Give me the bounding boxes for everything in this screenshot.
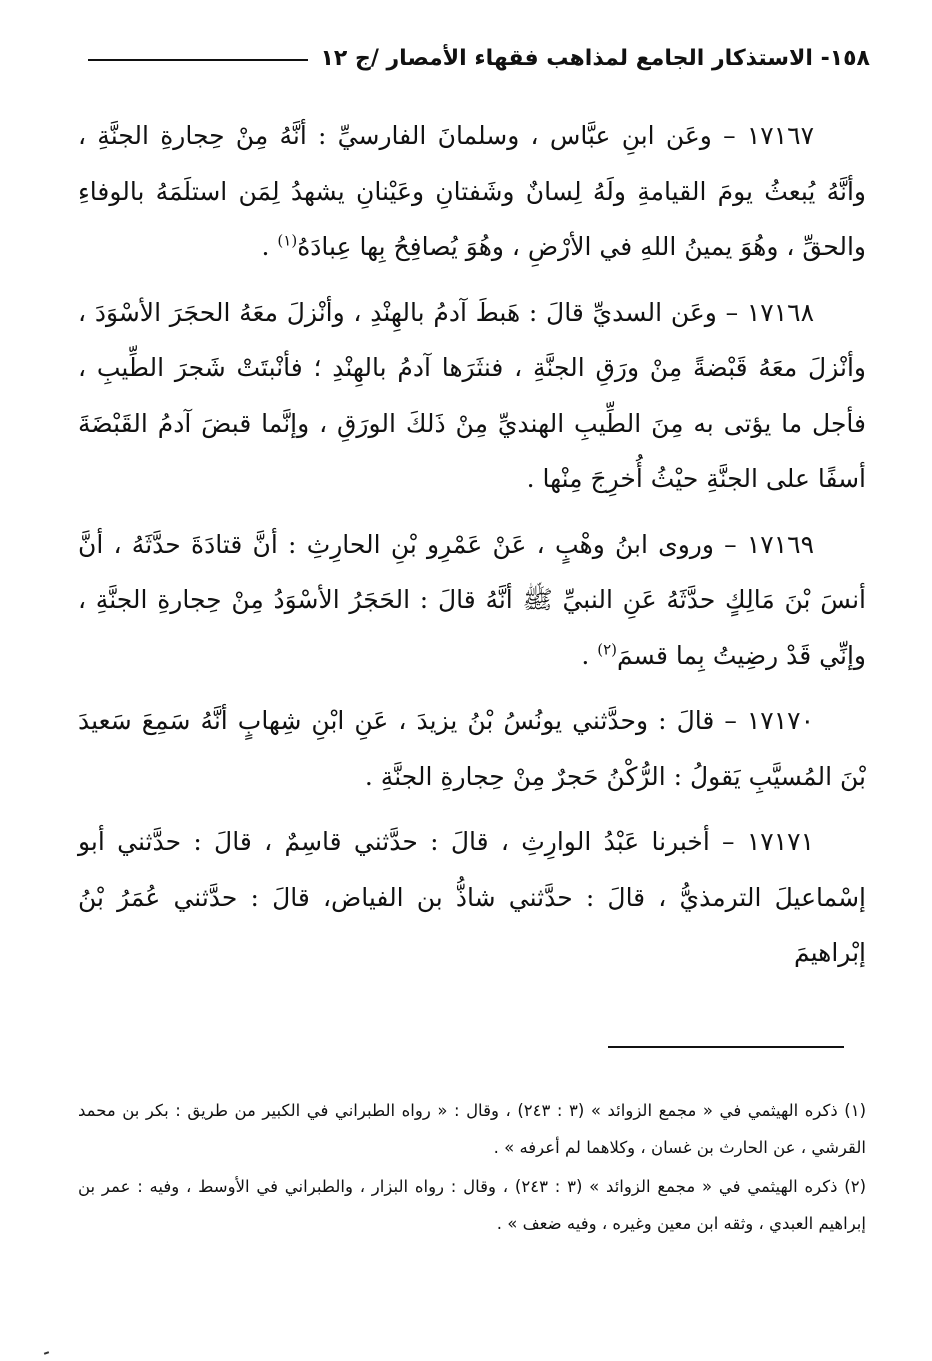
paragraph-17169	[78, 517, 866, 684]
footnote-1: (١) ذكره الهيثمي في « مجمع الزوائد » (٣ : ٢٤٣) ، وقال : « رواه الطبراني في الكبير من طريق : بكر بن محمد القرشي ، عن الحارث بن غسان ، وكلاهما لم أعرفه » .	[78, 1101, 866, 1157]
footnote-marker: (٢)	[597, 640, 617, 659]
header-rule	[88, 59, 308, 61]
paragraph-text: ١٧١٧١ – أخبرنا عَبْدُ الوارِثِ ، قالَ : حدَّثني قاسِمٌ ، قالَ : حدَّثني أبو إسْماعيلَ الترمذيُّ ، قالَ : حدَّثني شاذُّ بن الفياض، قالَ : حدَّثني عُمَرُ بْنُ إبْراهيمَ	[78, 827, 866, 967]
paragraph-17171	[78, 814, 866, 981]
paragraph-text: ١٧١٦٨ – وعَن السديِّ قالَ : هَبطَ آدمُ بالهِنْدِ ، وأنْزلَ معَهُ الحجَرَ الأسْوَدَ ، وأنْزلَ معَهُ قَبْضةً مِنْ ورَقِ الجنَّةِ ، فنثَرَها آدمُ بالهِنْدِ ؛ فأنْبتَتْ شَجرَ الطِّيبِ ، فأجل ما يؤتى به مِنَ الطِّيبِ الهنديِّ مِنْ ذَلكَ الورَقِ ، وإنَّما قبضَ آدمُ القَبْضَةَ أسفًا على الجنَّةِ حيْثُ أُخرِجَ مِنْها .	[78, 297, 866, 493]
footnote-2: (٢) ذكره الهيثمي في « مجمع الزوائد » (٣ : ٢٤٣) ، وقال : رواه البزار ، والطبراني في الأوسط ، وفيه : عمر بن إبراهيم العبدي ، وثقه ابن معين وغيره ، وفيه ضعف » .	[78, 1177, 866, 1233]
paragraph-17168	[78, 285, 866, 507]
paragraph-17170	[78, 693, 866, 804]
footnote-separator	[608, 1046, 844, 1048]
paragraph-17167	[78, 108, 866, 275]
running-title: ١٥٨- الاستذكار الجامع لمذاهب فقهاء الأمصار /ج ١٢	[320, 45, 870, 71]
page-header	[88, 36, 870, 80]
paragraph-text: ١٧١٦٧ – وعَن ابنِ عبَّاس ، وسلمانَ الفارسيِّ : أنَّهُ مِنْ حِجارةِ الجنَّةِ ، وأنَّهُ يُبعثُ يومَ القيامةِ ولَهُ لِسانٌ وشَفتانِ وعَيْنانِ يشهدُ لِمَن استلَمَهُ بالوفاءِ والحقِّ ، وهُوَ يمينُ اللهِ في الأرْضِ ، وهُوَ يُصافِحُ بِها عِبادَهُ	[78, 121, 866, 261]
scan-speck	[44, 1351, 49, 1355]
paragraph-text: ١٧١٧٠ – قالَ : وحدَّثني يونُسُ بْنُ يزيدَ ، عَنِ ابْنِ شِهابٍ أنَّهُ سَمِعَ سَعيدَ بْنَ المُسيَّبِ يَقولُ : الرُّكْنُ حَجرٌ مِنْ حِجارةِ الجنَّةِ .	[78, 706, 866, 791]
footnote-marker: (١)	[277, 231, 298, 250]
paragraph-text: ١٧١٦٩ – وروى ابنُ وهْبٍ ، عَنْ عَمْرِو بْنِ الحارِثِ : أنَّ قتادَةَ حدَّثَهُ ، أنَّ أنسَ بْنَ مَالِكٍ حدَّثَهُ عَنِ النبيِّ ﷺ أنَّهُ قالَ : الحَجَرُ الأسْوَدُ مِنْ حِجارةِ الجنَّةِ ، وإنِّي قَدْ رضِيتُ بِما قسمَ	[78, 529, 866, 670]
footnotes	[78, 1092, 866, 1244]
paragraph-end: .	[261, 232, 278, 261]
main-text	[78, 108, 866, 991]
paragraph-end: .	[581, 640, 598, 670]
